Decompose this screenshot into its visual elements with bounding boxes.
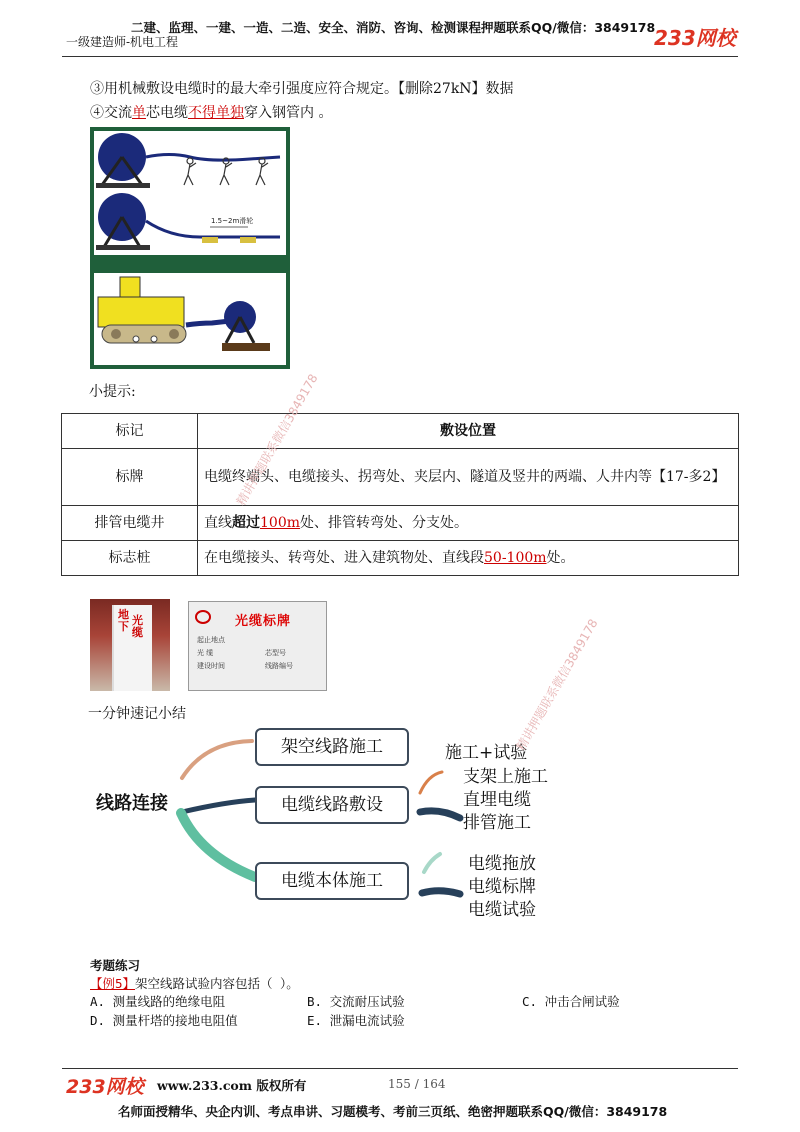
branch-item: 电缆标牌 [468, 877, 536, 897]
option-text: 交流耐压试验 [329, 994, 405, 1009]
option-text: 测量线路的绝缘电阻 [112, 994, 226, 1009]
option-d[interactable] [90, 1011, 238, 1029]
sign-title: 光缆标牌 [235, 614, 292, 629]
position-text: 直线 [204, 515, 232, 531]
exercise-question [90, 974, 299, 992]
branch-item: 支架上施工 [463, 767, 548, 787]
sign-field: 建设时间 [197, 662, 225, 670]
summary-title: 一分钟速记小结 [88, 706, 186, 722]
position-text: 处、排管转弯处、分支处。 [300, 515, 468, 531]
footer-site: www.233.com 版权所有 [157, 1078, 307, 1093]
header-subject: 一级建造师-机电工程 [66, 35, 179, 49]
position-text: 处。 [546, 550, 575, 566]
rule-item-4-suffix: 穿入钢管内 。 [244, 105, 333, 121]
option-a[interactable] [90, 992, 225, 1010]
branch-label: 电缆本体施工 [281, 871, 383, 891]
tips-title: 小提示: [89, 384, 136, 400]
mindmap-branch-cable-body [255, 862, 409, 900]
watermark: 精讲押题联系微信3849178 [233, 371, 321, 508]
marker-char: 地 [118, 608, 129, 621]
branch-label: 电缆线路敷设 [281, 795, 383, 815]
option-c[interactable] [522, 992, 620, 1010]
position-text: 在电缆接头、转弯处、进入建筑物处、直线段 [204, 550, 484, 566]
branch-item: 直埋电缆 [463, 790, 531, 810]
table-cell-mark: 排管电缆井 [62, 506, 198, 541]
footer-logo: 233网校 [66, 1076, 144, 1098]
option-key: B. [307, 994, 323, 1009]
page-number: 155 / 164 [388, 1077, 446, 1091]
header-banner: 二建、监理、一建、一造、二造、安全、消防、咨询、检测课程押题联系QQ/微信：3849178 [131, 20, 656, 35]
option-text: 泄漏电流试验 [329, 1013, 405, 1028]
mindmap-branch-cable-laying [255, 786, 409, 824]
exercise-tag: 【例5】 [90, 976, 136, 991]
branch-items-cable-laying [463, 766, 548, 835]
branch-item: 电缆拖放 [468, 854, 536, 874]
option-text: 冲击合闸试验 [544, 994, 620, 1009]
mindmap-center: 线路连接 [96, 793, 168, 814]
marker-char: 光 [132, 614, 143, 627]
branch-item: 排管施工 [463, 813, 531, 833]
rule-item-4-prefix: ④交流 [90, 105, 132, 121]
table-header-position: 敷设位置 [198, 414, 739, 449]
watermark: 精讲押题联系微信3849178 [513, 616, 601, 753]
rule-item-4-highlight-1: 单 [132, 105, 146, 121]
marker-char: 缆 [132, 626, 143, 639]
footer-divider [62, 1068, 738, 1069]
header-logo: 233网校 [654, 26, 736, 50]
option-e[interactable] [307, 1011, 405, 1029]
position-highlight: 100m [260, 515, 300, 531]
footer-banner: 名师面授精华、央企内训、考点串讲、习题模考、考前三页纸、绝密押题联系QQ/微信：3849178 [118, 1104, 668, 1119]
table-cell-mark: 标牌 [62, 449, 198, 506]
position-emphasis: 超过 [232, 515, 260, 531]
option-text: 测量杆塔的接地电阻值 [112, 1013, 238, 1028]
sign-field: 光 缆 [197, 649, 214, 657]
mindmap-branch-overhead [255, 728, 409, 766]
branch-item: 电缆试验 [468, 900, 536, 920]
question-text: 架空线路试验内容包括（ ）。 [135, 976, 299, 991]
rule-item-4-highlight-2: 不得单独 [188, 105, 244, 121]
position-highlight: 50-100m [484, 550, 547, 566]
table-cell-mark: 标志桩 [62, 541, 198, 576]
marker-char: 下 [118, 620, 129, 633]
pulley-spacing-label: 1.5~2m滑轮 [211, 217, 254, 225]
branch-label: 架空线路施工 [281, 737, 383, 757]
table-header-mark: 标记 [62, 414, 198, 449]
branch-items-cable-body [468, 853, 536, 922]
sign-field: 线路编号 [265, 662, 293, 670]
sign-field: 起止地点 [197, 636, 225, 644]
sign-field: 芯型号 [265, 649, 286, 657]
rule-item-4-mid: 芯电缆 [146, 105, 188, 121]
option-b[interactable] [307, 992, 405, 1010]
rule-item-3: ③用机械敷设电缆时的最大牵引强度应符合规定。【删除27kN】数据 [90, 81, 514, 97]
option-key: C. [522, 994, 538, 1009]
option-key: A. [90, 994, 106, 1009]
option-key: D. [90, 1013, 106, 1028]
option-key: E. [307, 1013, 323, 1028]
exercise-section: 考题练习 [90, 958, 141, 973]
table-cell-position: 电缆终端头、电缆接头、拐弯处、夹层内、隧道及竖井的两端、人井内等【17-多2】 [198, 449, 739, 506]
branch-item: 施工+试验 [445, 743, 528, 763]
